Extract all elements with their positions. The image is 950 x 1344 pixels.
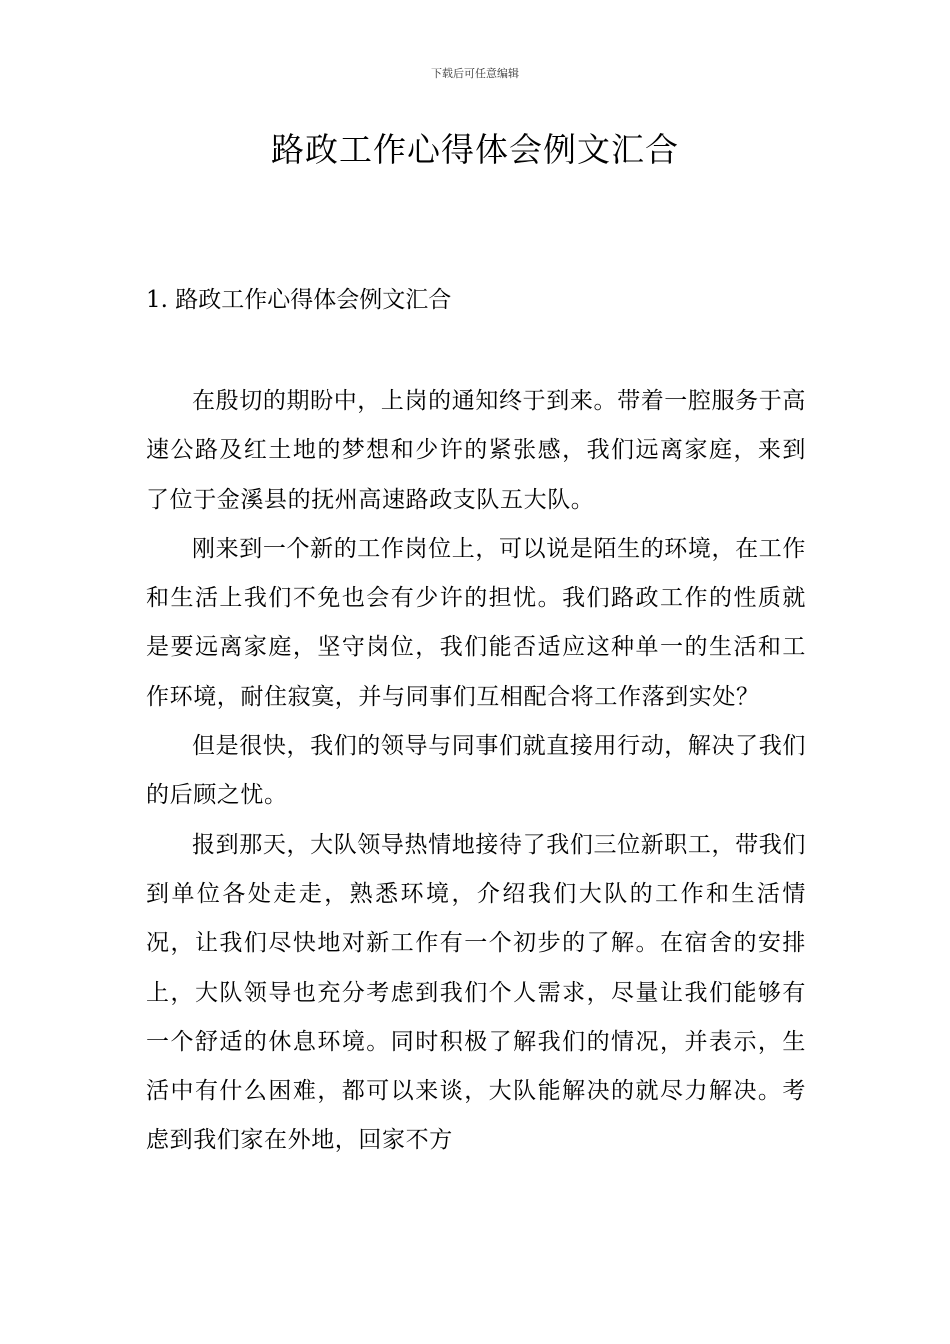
paragraph: 在殷切的期盼中，上岗的通知终于到来。带着一腔服务于高速公路及红土地的梦想和少许的紧张感，我们远离家庭，来到了位于金溪县的抚州高速路政支队五大队。: [146, 388, 806, 513]
paragraph: 报到那天，大队领导热情地接待了我们三位新职工，带我们到单位各处走走，熟悉环境，介绍我们大队的工作和生活情况，让我们尽快地对新工作有一个初步的了解。在宿舍的安排上，大队领导也充分考虑到我们个人需求，尽量让我们能够有一个舒适的休息环境。同时积极了解我们的情况，并表示，生活中有什么困难，都可以来谈，大队能解决的就尽力解决。考虑到我们家在外地，回家不方: [146, 831, 806, 1154]
paragraph: 但是很快，我们的领导与同事们就直接用行动，解决了我们的后顾之忧。: [146, 733, 806, 809]
document-title: 路政工作心得体会例文汇合: [271, 130, 679, 169]
body-text: [146, 377, 806, 1166]
paragraph: 刚来到一个新的工作岗位上，可以说是陌生的环境，在工作和生活上我们不免也会有少许的担忧。我们路政工作的性质就是要远离家庭，坚守岗位，我们能否适应这种单一的生活和工作环境，耐住寂寞，并与同事们互相配合将工作落到实处？: [146, 535, 806, 710]
section-heading: 1. 路政工作心得体会例文汇合: [146, 287, 452, 313]
header-note: 下载后可任意编辑: [431, 67, 519, 80]
